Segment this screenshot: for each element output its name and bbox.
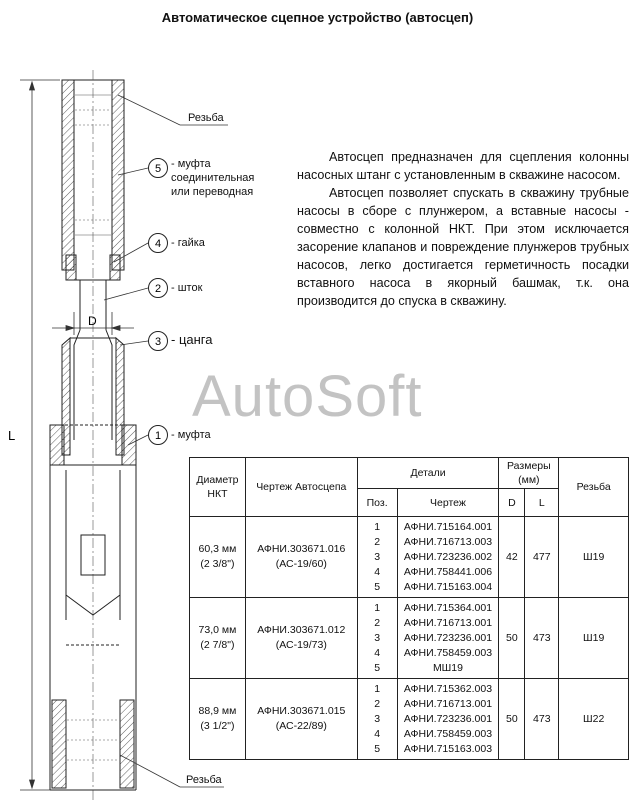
part-code: АФНИ.716713.001 <box>403 697 493 710</box>
spec-table <box>189 457 629 760</box>
part-code: МШ19 <box>432 661 463 674</box>
callout-3-number: 3 <box>154 336 162 348</box>
drawing-code: АФНИ.303671.012 <box>257 624 346 636</box>
part-2-rod <box>74 70 112 800</box>
position: 3 <box>374 631 381 644</box>
cell-drawing <box>245 679 357 760</box>
cell-parts <box>397 517 499 598</box>
diameter-inch: (2 3/8") <box>200 558 235 570</box>
drawing-code: АФНИ.303671.016 <box>257 543 346 555</box>
cell-L: 473 <box>525 679 559 760</box>
drawing-alias: (АС-19/73) <box>275 639 327 651</box>
table-row <box>190 598 629 679</box>
cell-positions <box>357 679 397 760</box>
dim-D-label: D <box>88 314 97 328</box>
callout-circles <box>149 159 168 445</box>
part-code: АФНИ.716713.001 <box>403 616 493 629</box>
callout-5-number: 5 <box>154 163 162 175</box>
drawing-code: АФНИ.303671.015 <box>257 705 346 717</box>
part-code: АФНИ.715163.003 <box>403 742 493 755</box>
callout-5-line-1: - муфта <box>171 158 211 170</box>
callout-5-label <box>171 157 254 199</box>
description-paragraph-1: Автосцеп предназначен для сцепления колонны насосных штанг с установленным в скважине насосом. <box>297 150 629 182</box>
position: 4 <box>374 646 381 659</box>
table-header-row-1 <box>190 458 629 489</box>
position: 3 <box>374 550 381 563</box>
description <box>297 148 629 310</box>
part-code: АФНИ.715163.004 <box>403 580 493 593</box>
position: 4 <box>374 565 381 578</box>
cell-diameter <box>190 598 246 679</box>
table-row <box>190 517 629 598</box>
callout-3-label: - цанга <box>171 332 213 347</box>
part-code: АФНИ.758459.003 <box>403 727 493 740</box>
position: 4 <box>374 727 381 740</box>
cell-positions <box>357 517 397 598</box>
position: 1 <box>374 682 381 695</box>
cell-diameter <box>190 679 246 760</box>
cell-L: 473 <box>525 598 559 679</box>
cell-D: 50 <box>499 598 525 679</box>
callout-2-label: - шток <box>171 282 203 294</box>
position: 2 <box>374 697 381 710</box>
cell-D: 42 <box>499 517 525 598</box>
position: 5 <box>374 580 381 593</box>
callout-5-line-3: или переводная <box>171 186 254 198</box>
callout-1-number: 1 <box>154 430 162 442</box>
header-diameter: Диаметр НКТ <box>190 458 246 517</box>
position: 1 <box>374 601 381 614</box>
header-position: Поз. <box>357 489 397 517</box>
header-thread: Резьба <box>559 458 629 517</box>
position: 5 <box>374 661 381 674</box>
diameter-mm: 60,3 мм <box>198 543 237 555</box>
position: 1 <box>374 520 381 533</box>
position: 5 <box>374 742 381 755</box>
part-code: АФНИ.715364.001 <box>403 601 493 614</box>
drawing-alias: (АС-22/89) <box>275 720 327 732</box>
header-drawing: Чертеж Автосцепа <box>245 458 357 517</box>
diameter-inch: (3 1/2") <box>200 720 235 732</box>
header-details: Детали <box>357 458 499 489</box>
thread-label-top: Резьба <box>188 112 224 124</box>
header-D: D <box>499 489 525 517</box>
description-paragraph-2: Автосцеп позволяет спускать в скважину трубные насосы в сборе с плунжером, а вставные насосы - совместно с колонной НКТ. При этом исключается засорение клапанов и повреждение плунжеров трубных насосов, легко достигается герметичность посадки вставного насоса в якорный башмак, т.к. она производится до спуска в скважину. <box>297 186 629 308</box>
header-sizes: Размеры (мм) <box>499 458 559 489</box>
cell-diameter <box>190 517 246 598</box>
callout-4-label: - гайка <box>171 237 205 249</box>
cell-thread: Ш19 <box>559 598 629 679</box>
part-code: АФНИ.715164.001 <box>403 520 493 533</box>
part-code: АФНИ.723236.002 <box>403 550 493 563</box>
callout-4-number: 4 <box>154 238 162 250</box>
position: 3 <box>374 712 381 725</box>
cell-D: 50 <box>499 679 525 760</box>
page-title: Автоматическое сцепное устройство (автосцеп) <box>161 10 474 25</box>
part-code: АФНИ.758441.006 <box>403 565 493 578</box>
callout-1-label: - муфта <box>171 429 211 441</box>
cell-parts <box>397 598 499 679</box>
diameter-mm: 88,9 мм <box>198 705 237 717</box>
part-code: АФНИ.723236.001 <box>403 712 493 725</box>
diameter-mm: 73,0 мм <box>198 624 237 636</box>
position: 2 <box>374 535 381 548</box>
callout-2-number: 2 <box>154 283 162 295</box>
part-code: АФНИ.758459.003 <box>403 646 493 659</box>
dim-L-label: L <box>8 428 16 443</box>
header-detail-drawing: Чертеж <box>397 489 499 517</box>
header-L: L <box>525 489 559 517</box>
cell-thread: Ш22 <box>559 679 629 760</box>
callout-5-line-2: соединительная <box>171 172 255 184</box>
table-row <box>190 679 629 760</box>
thread-label-bottom: Резьба <box>186 774 222 786</box>
part-code: АФНИ.715362.003 <box>403 682 493 695</box>
cell-parts <box>397 679 499 760</box>
cell-positions <box>357 598 397 679</box>
diameter-inch: (2 7/8") <box>200 639 235 651</box>
cell-drawing <box>245 517 357 598</box>
watermark: AutoSoft <box>192 364 423 429</box>
cell-drawing <box>245 598 357 679</box>
drawing-alias: (АС-19/60) <box>275 558 327 570</box>
part-code: АФНИ.723236.001 <box>403 631 493 644</box>
cell-thread: Ш19 <box>559 517 629 598</box>
cell-L: 477 <box>525 517 559 598</box>
part-code: АФНИ.716713.003 <box>403 535 493 548</box>
position: 2 <box>374 616 381 629</box>
